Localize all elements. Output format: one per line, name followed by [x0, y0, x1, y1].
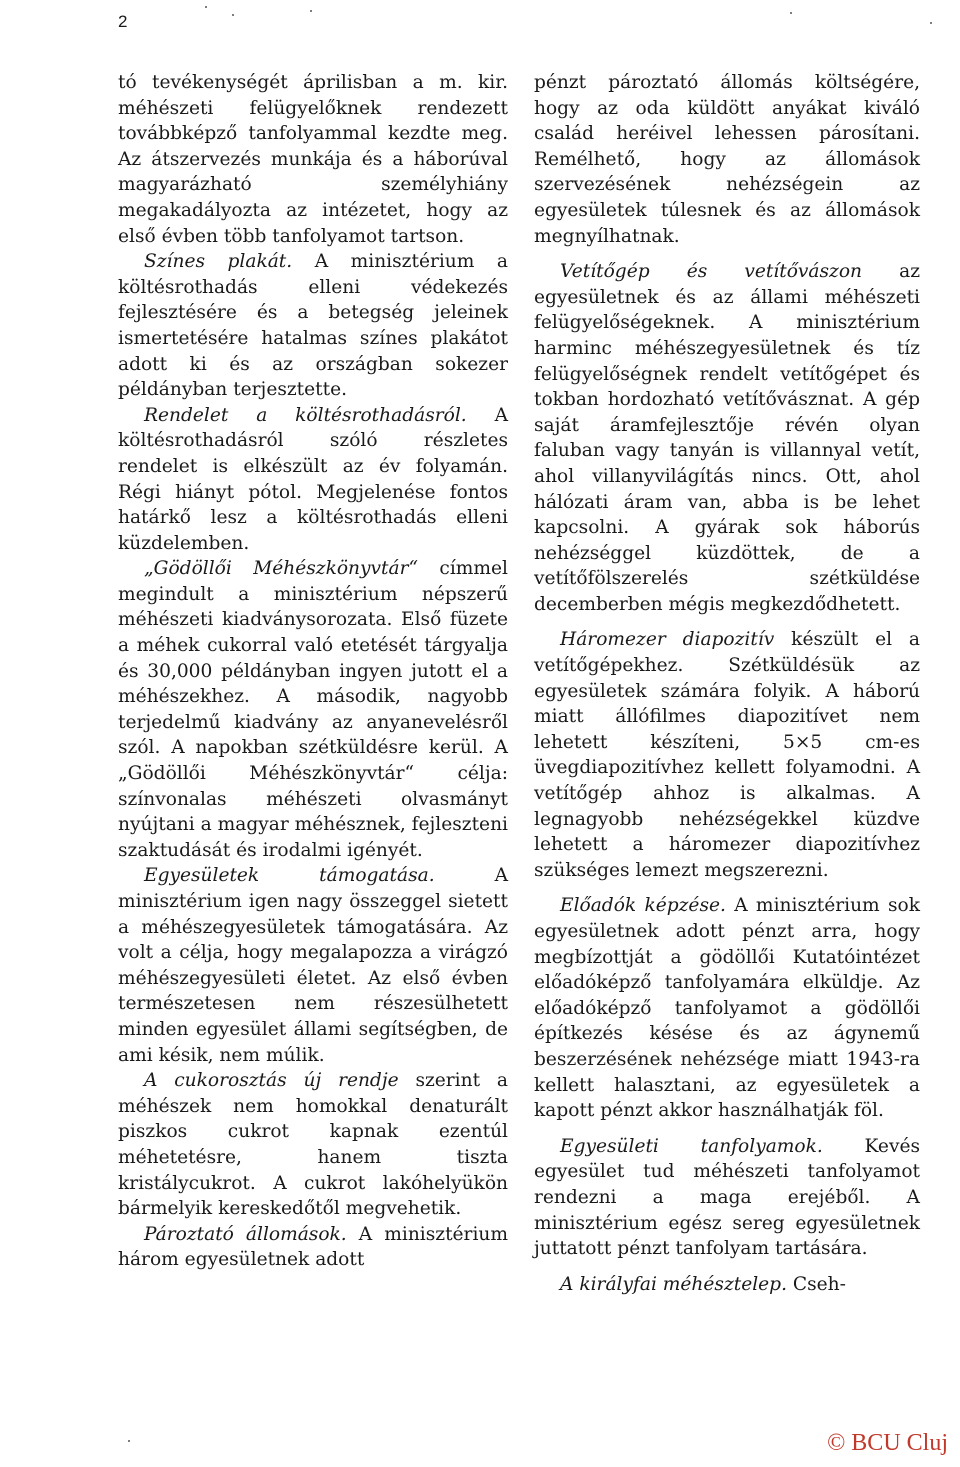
paragraph [118, 1222, 508, 1273]
paragraph-body: szerint a méhészek nem homokkal denaturált piszkos cukrot kapnak ezentúl méhetetésre, hanem tiszta kristálycukrot. A cukrot lakóhelyükön bármelyik kereskedőtől megvehetik. [118, 1070, 509, 1220]
paragraph-body: az egyesületnek és az állami méhészeti felügyelőségeknek. A minisztérium harminc méhészegyesületnek és tíz felügyelőségnek rendelt vetítőgépet és tokban hordozható vetítővásznat. A gép saját áramfejlesztője révén olyan faluban vagy tanyán is villannyal vetít, ahol villanyvilágítás nincs. Ott, ahol hálózati áram van, abba is be lehet kapcsolni. A gyárak sok háborús nehézséggel küzdöttek, de a vetítőfölszerelés szétküldése decemberben mégis megkezdődhetett. [534, 261, 920, 615]
scan-speck [790, 12, 792, 14]
copyright-watermark: © BCU Cluj [827, 1430, 948, 1456]
scan-speck [128, 1440, 130, 1442]
right-column [534, 70, 920, 1297]
paragraph [118, 403, 508, 557]
paragraph-heading: A cukorosztás új rendje [144, 1070, 399, 1092]
paragraph [534, 1134, 920, 1262]
paragraph-body: Kevés egyesület tud méhészeti tanfolyamot rendezni a maga erejéből. A minisztérium egész sereg egyesületnek juttatott pénzt tanfolyam tartására. [534, 1135, 920, 1260]
paragraph-heading: „Gödöllői Méhészkönyvtár“ [144, 558, 418, 580]
scan-speck [205, 6, 207, 8]
paragraph-heading: A királyfai méhésztelep. [560, 1273, 787, 1295]
paragraph-body: A költésrothadásról szóló részletes rendelet is elkészült az év folyamán. Régi hiányt pótol. Megjelenése fontos határkő lesz a költésrothadás elleni küzdelemben. [118, 404, 508, 554]
paragraph [534, 259, 920, 617]
paragraph-heading: Egyesületek támogatása. [144, 865, 435, 887]
paragraph-body: A minisztérium három egyesületnek adott [118, 1223, 508, 1271]
paragraph [118, 863, 508, 1068]
paragraph-body: A minisztérium sok egyesületnek adott pénzt arra, hogy megbízottját a gödöllői Kutatóintézet előadóképző tanfolyamára elküldje. Az előadóképző tanfolyamot a gödöllői építkezés késése és az ágynemű beszerzésének nehézsége miatt 1943-ra kellett halasztani, az egyesületek a kapott pénzt akkor használhatják föl. [534, 895, 920, 1122]
paragraph-body: készült el a vetítőgépekhez. Szétküldésük az egyesületek számára folyik. A háború miatt állófilmes diapozitívet nem lehetett készíteni, 5×5 cm-es üvegdiapozitívhez kellett folyamodni. A vetítőgép ahhoz is alkalmas. A legnagyobb nehézségekkel küzdve lehetett a háromezer diapozitívhez szükséges lemezt megszerezni. [534, 629, 920, 881]
paragraph-body: A minisztérium igen nagy összeggel sietett a méhészegyesületek támogatására. Az volt a célja, hogy megalapozza a virágzó méhészegyesületi életet. Az első évben természetesen nem részesülhetett minden egyesület állami segítségben, de ami késik, nem múlik. [118, 865, 509, 1066]
paragraph-heading: Rendelet a költésrothadásról. [144, 404, 467, 426]
paragraph-heading: Háromezer diapozitív [560, 629, 775, 651]
scan-speck [232, 14, 234, 16]
paragraph-heading: Pároztató állomások. [144, 1223, 347, 1245]
paragraph-body: Cseh- [787, 1273, 846, 1295]
paragraph-heading: Színes plakát. [144, 251, 293, 273]
page-number: 2 [118, 12, 128, 31]
scan-speck [930, 22, 932, 24]
paragraph [534, 627, 920, 883]
left-column [118, 70, 508, 1273]
paragraph-heading: Vetítőgép és vetítővászon [560, 261, 863, 283]
paragraph [118, 1068, 508, 1222]
paragraph [118, 556, 508, 863]
paragraph [118, 249, 508, 403]
paragraph-body: címmel megindult a minisztérium népszerű méhészeti kiadványsorozata. Első füzete a méhek cukorral való etetését tárgyalja és 30,000 példányban ingyen jutott el a méhészekhez. A második, nagyobb terjedelmű kiadvány az anyanevelésről szól. A napokban szétküldésre kerül. A „Gödöllői Méhészkönyvtár“ célja: színvonalas méhészeti olvasmányt nyújtani a magyar méhésznek, fejleszteni szaktudását és irodalmi igényét. [118, 558, 508, 861]
scan-speck [310, 10, 312, 12]
paragraph [534, 1272, 920, 1298]
paragraph: pénzt pároztató állomás költségére, hogy az oda küldött anyákat kiváló család heréivel lehessen párosítani. Remélhető, hogy az állomások szervezésének nehézségein az egyesületek túlesnek és az állomások megnyílhatnak. [534, 72, 920, 247]
paragraph-body: A minisztérium a költésrothadás elleni védekezés fejlesztésére és a betegség jeleinek ismertetésére hatalmas színes plakátot adott ki és az országban sokezer példányban terjesztette. [118, 251, 508, 401]
paragraph: tó tevékenységét áprilisban a m. kir. méhészeti felügyelőknek rendezett továbbképző tanfolyammal kezdte meg. Az átszervezés munkája és a háborúval magyarázható személyhiány megakadályozta az intézetet, hogy az első évben több tanfolyamot tartson. [118, 72, 508, 247]
paragraph-heading: Egyesületi tanfolyamok. [560, 1135, 823, 1157]
paragraph-heading: Előadók képzése. [560, 895, 726, 917]
paragraph [534, 893, 920, 1123]
